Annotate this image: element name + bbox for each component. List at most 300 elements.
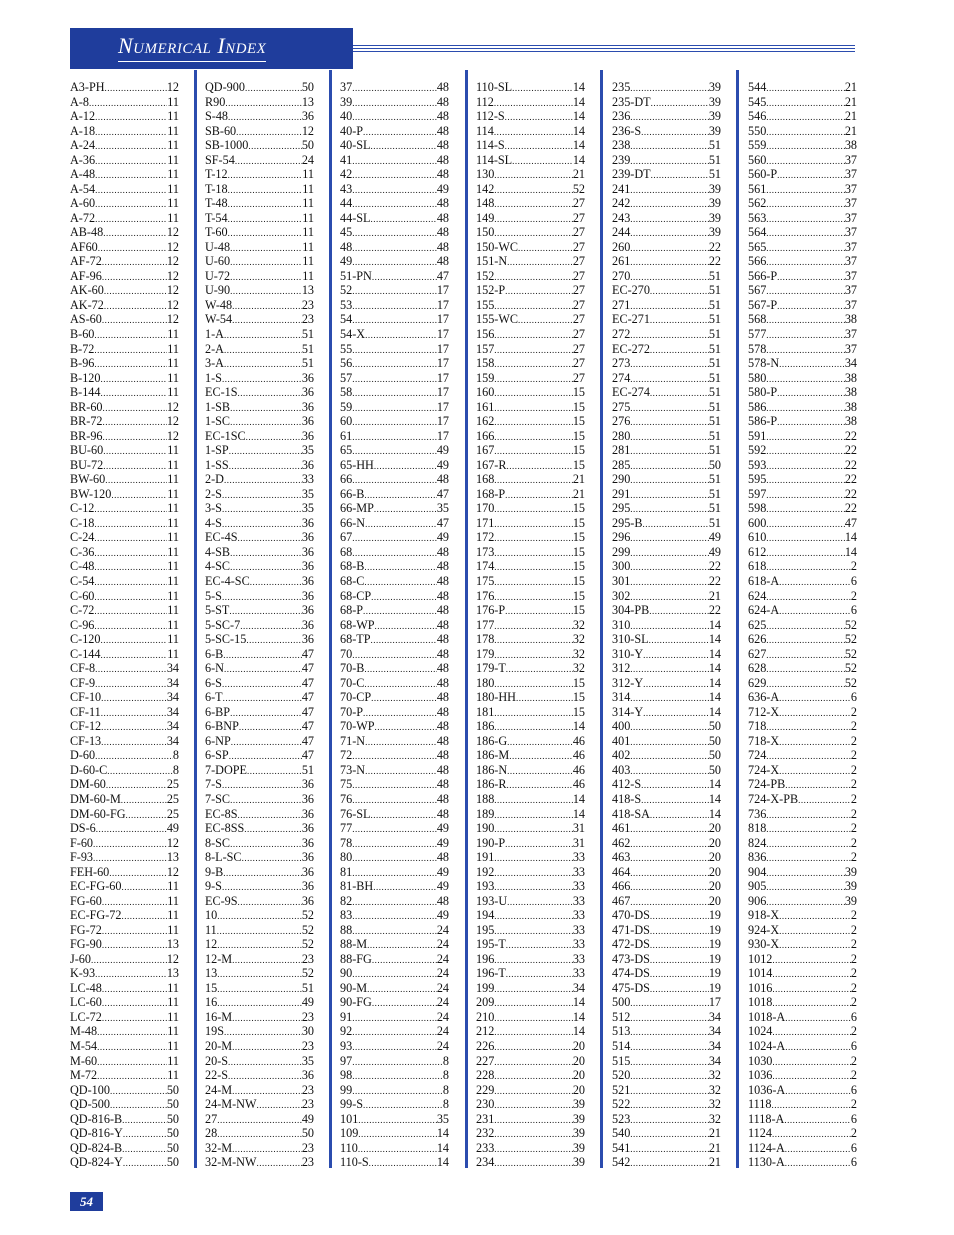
- dot-leader: [494, 182, 573, 196]
- entry-model: 1118-A: [748, 1111, 785, 1126]
- entry-model: EC-8S: [205, 806, 238, 821]
- entry-model: 5-ST: [205, 603, 230, 618]
- entry-page: 50: [301, 138, 314, 153]
- entry-page: 14: [436, 1155, 449, 1170]
- entry-page: 48: [436, 777, 449, 792]
- entry-page: 11: [167, 486, 179, 501]
- index-entry: [340, 153, 449, 167]
- entry-model: 59: [340, 399, 353, 414]
- entry-page: 33: [572, 922, 585, 937]
- entry-page: 22: [708, 574, 721, 589]
- entry-model: 300: [612, 559, 631, 574]
- index-entry: [612, 342, 721, 356]
- entry-model: 824: [748, 835, 767, 850]
- dot-leader: [650, 807, 709, 821]
- entry-model: 228: [476, 1068, 495, 1083]
- entry-page: 2: [850, 1126, 857, 1141]
- entry-model: C-54: [70, 574, 95, 589]
- entry-model: 242: [612, 196, 631, 211]
- entry-page: 11: [167, 574, 179, 589]
- entry-page: 39: [572, 1140, 585, 1155]
- entry-page: 36: [301, 864, 314, 879]
- entry-model: 68-C: [340, 574, 365, 589]
- dot-leader: [494, 356, 573, 370]
- dot-leader: [766, 865, 845, 879]
- dot-leader: [772, 1024, 851, 1038]
- index-entry: [476, 211, 585, 225]
- entry-model: EC-1S: [205, 385, 238, 400]
- index-entry: [748, 705, 857, 719]
- entry-model: 906: [748, 893, 767, 908]
- entry-page: 33: [301, 472, 314, 487]
- entry-model: BW-60: [70, 472, 106, 487]
- entry-page: 11: [167, 632, 179, 647]
- entry-page: 47: [301, 733, 314, 748]
- dot-leader: [352, 240, 437, 254]
- index-entry: [476, 95, 585, 109]
- dot-leader: [110, 1097, 167, 1111]
- entry-model: 12: [205, 937, 218, 952]
- index-entry: [70, 705, 179, 719]
- entry-page: 34: [708, 1009, 721, 1024]
- entry-model: 467: [612, 893, 631, 908]
- entry-model: 541: [612, 1140, 631, 1155]
- dot-leader: [494, 908, 573, 922]
- entry-page: 48: [436, 719, 449, 734]
- entry-page: 51: [708, 472, 721, 487]
- dot-leader: [103, 414, 167, 428]
- dot-leader: [352, 356, 437, 370]
- dot-leader: [103, 443, 167, 457]
- entry-page: 11: [167, 544, 179, 559]
- dot-leader: [230, 240, 302, 254]
- entry-model: EC-1SC: [205, 428, 246, 443]
- entry-page: 36: [301, 1068, 314, 1083]
- entry-page: 50: [708, 748, 721, 763]
- entry-page: 11: [167, 167, 179, 182]
- dot-leader: [95, 211, 167, 225]
- dot-leader: [494, 516, 573, 530]
- dot-leader: [111, 487, 167, 501]
- entry-page: 12: [166, 414, 179, 429]
- index-entry: [476, 138, 585, 152]
- index-entry: [70, 603, 179, 617]
- dot-leader: [371, 690, 437, 704]
- entry-page: 38: [844, 414, 857, 429]
- dot-leader: [364, 676, 436, 690]
- index-entry: [612, 1126, 721, 1140]
- entry-model: 190: [476, 821, 495, 836]
- index-entry: [748, 429, 857, 443]
- dot-leader: [494, 400, 573, 414]
- index-entry: [612, 400, 721, 414]
- index-entry: [476, 1024, 585, 1038]
- entry-page: 33: [572, 893, 585, 908]
- entry-model: 1030: [748, 1053, 773, 1068]
- index-entry: [476, 356, 585, 370]
- index-entry: [476, 182, 585, 196]
- entry-model: 27: [205, 1111, 218, 1126]
- index-entry: [205, 371, 314, 385]
- entry-model: 628: [748, 661, 767, 676]
- entry-page: 23: [301, 951, 314, 966]
- entry-page: 27: [572, 268, 585, 283]
- entry-model: 514: [612, 1038, 631, 1053]
- entry-page: 36: [301, 399, 314, 414]
- index-entry: [205, 1141, 314, 1155]
- index-entry: [205, 1083, 314, 1097]
- entry-model: 470-DS: [612, 908, 650, 923]
- entry-page: 12: [166, 297, 179, 312]
- index-entry: [612, 1068, 721, 1082]
- entry-page: 51: [301, 356, 314, 371]
- entry-page: 22: [844, 443, 857, 458]
- entry-model: R90: [205, 94, 226, 109]
- entry-model: 598: [748, 501, 767, 516]
- index-entry: [70, 167, 179, 181]
- entry-page: 34: [572, 980, 585, 995]
- entry-model: 418-S: [612, 791, 642, 806]
- entry-page: 36: [301, 109, 314, 124]
- index-entry: [70, 792, 179, 806]
- dot-leader: [100, 371, 167, 385]
- entry-page: 14: [572, 995, 585, 1010]
- dot-leader: [236, 124, 302, 138]
- dot-leader: [630, 1010, 709, 1024]
- index-entry: [340, 443, 449, 457]
- entry-model: 563: [748, 210, 767, 225]
- entry-page: 27: [572, 312, 585, 327]
- entry-model: 578: [748, 341, 767, 356]
- dot-leader: [231, 734, 302, 748]
- entry-model: 192: [476, 864, 495, 879]
- dot-leader: [649, 603, 709, 617]
- entry-page: 15: [572, 603, 585, 618]
- entry-page: 19: [708, 951, 721, 966]
- dot-leader: [494, 676, 573, 690]
- entry-page: 15: [572, 443, 585, 458]
- entry-page: 50: [166, 1140, 179, 1155]
- index-entry: [340, 516, 449, 530]
- entry-page: 48: [436, 588, 449, 603]
- entry-model: 625: [748, 617, 767, 632]
- entry-page: 24: [436, 1024, 449, 1039]
- dot-leader: [512, 153, 573, 167]
- index-entry: [205, 196, 314, 210]
- index-entry: [476, 283, 585, 297]
- dot-leader: [494, 298, 573, 312]
- entry-page: 37: [844, 283, 857, 298]
- dot-leader: [766, 153, 845, 167]
- entry-model: 152-P: [476, 283, 506, 298]
- dot-leader: [103, 429, 167, 443]
- entry-model: 179-T: [476, 661, 506, 676]
- dot-leader: [505, 836, 573, 850]
- entry-model: 212: [476, 1024, 495, 1039]
- dot-leader: [494, 618, 573, 632]
- dot-leader: [766, 182, 845, 196]
- entry-model: 68-P: [340, 603, 364, 618]
- dot-leader: [507, 254, 573, 268]
- entry-model: 93: [340, 1038, 353, 1053]
- dot-leader: [101, 705, 167, 719]
- entry-page: 51: [708, 138, 721, 153]
- entry-model: 83: [340, 908, 353, 923]
- dot-leader: [630, 879, 709, 893]
- dot-leader: [229, 443, 302, 457]
- entry-model: 904: [748, 864, 767, 879]
- index-entry: [70, 124, 179, 138]
- dot-leader: [352, 836, 437, 850]
- dot-leader: [97, 1039, 167, 1053]
- index-entry: [612, 545, 721, 559]
- index-entry: [205, 777, 314, 791]
- dot-leader: [352, 1024, 437, 1038]
- entry-model: 314-Y: [612, 704, 644, 719]
- entry-model: AF60: [70, 239, 98, 254]
- entry-model: 70-P: [340, 704, 364, 719]
- dot-leader: [122, 1141, 167, 1155]
- dot-leader: [352, 80, 437, 94]
- entry-model: 159: [476, 370, 495, 385]
- entry-page: 39: [708, 94, 721, 109]
- entry-page: 36: [301, 632, 314, 647]
- entry-model: F-60: [70, 835, 94, 850]
- entry-model: 905: [748, 879, 767, 894]
- index-entry: [70, 559, 179, 573]
- entry-model: 718-X: [748, 733, 780, 748]
- entry-model: 66-MP: [340, 501, 374, 516]
- index-entry: [340, 254, 449, 268]
- entry-model: 186-M: [476, 748, 510, 763]
- entry-model: 16: [205, 995, 218, 1010]
- index-entry: [205, 894, 314, 908]
- dot-leader: [766, 807, 851, 821]
- index-entry: [340, 196, 449, 210]
- entry-page: 34: [166, 675, 179, 690]
- entry-page: 33: [572, 908, 585, 923]
- index-entry: [748, 908, 857, 922]
- dot-leader: [766, 254, 845, 268]
- entry-model: 180: [476, 675, 495, 690]
- entry-page: 52: [844, 646, 857, 661]
- entry-page: 11: [167, 356, 179, 371]
- index-entry: [205, 312, 314, 326]
- entry-model: 229: [476, 1082, 495, 1097]
- dot-leader: [518, 312, 573, 326]
- dot-leader: [94, 574, 167, 588]
- entry-model: 99: [340, 1082, 353, 1097]
- entry-model: QD-900: [205, 80, 245, 94]
- dot-leader: [630, 1126, 709, 1140]
- entry-page: 21: [708, 1155, 721, 1170]
- dot-leader: [222, 487, 302, 501]
- dot-leader: [641, 792, 709, 806]
- index-entry: [476, 458, 585, 472]
- index-entry: [70, 530, 179, 544]
- entry-model: 520: [612, 1068, 631, 1083]
- index-entry: [70, 356, 179, 370]
- index-entry: [476, 603, 585, 617]
- dot-leader: [94, 516, 167, 530]
- entry-model: 54: [340, 312, 353, 327]
- entry-page: 47: [301, 661, 314, 676]
- dot-leader: [222, 371, 302, 385]
- dot-leader: [230, 400, 302, 414]
- dot-leader: [225, 95, 301, 109]
- entry-model: 32-M-NW: [205, 1155, 257, 1170]
- entry-model: 463: [612, 850, 631, 865]
- dot-leader: [494, 211, 573, 225]
- dot-leader: [777, 385, 845, 399]
- index-entry: [205, 705, 314, 719]
- entry-page: 15: [572, 428, 585, 443]
- dot-leader: [102, 254, 167, 268]
- entry-page: 17: [436, 283, 449, 298]
- index-entry: [612, 923, 721, 937]
- dot-leader: [364, 661, 436, 675]
- dot-leader: [217, 995, 302, 1009]
- dot-leader: [494, 719, 573, 733]
- index-entry: [612, 676, 721, 690]
- index-entry: [205, 981, 314, 995]
- index-entry: [476, 298, 585, 312]
- entry-model: 610: [748, 530, 767, 545]
- index-entry: [476, 937, 585, 951]
- index-entry: [340, 138, 449, 152]
- index-entry: [748, 516, 857, 530]
- index-entry: [70, 894, 179, 908]
- entry-model: 193: [476, 879, 495, 894]
- dot-leader: [494, 1024, 573, 1038]
- entry-page: 17: [436, 297, 449, 312]
- entry-page: 14: [572, 719, 585, 734]
- entry-page: 51: [708, 443, 721, 458]
- entry-page: 48: [436, 559, 449, 574]
- entry-page: 37: [844, 341, 857, 356]
- index-entry: [205, 124, 314, 138]
- dot-leader: [766, 371, 845, 385]
- index-entry: [70, 850, 179, 864]
- entry-model: 227: [476, 1053, 495, 1068]
- dot-leader: [370, 138, 436, 152]
- index-entry: [205, 356, 314, 370]
- dot-leader: [766, 196, 845, 210]
- entry-page: 27: [572, 239, 585, 254]
- index-entry: [70, 298, 179, 312]
- dot-leader: [352, 647, 437, 661]
- dot-leader: [228, 109, 302, 123]
- entry-model: 186-R: [476, 777, 507, 792]
- entry-page: 37: [844, 196, 857, 211]
- entry-page: 51: [301, 341, 314, 356]
- dot-leader: [374, 501, 437, 515]
- entry-model: 1014: [748, 966, 773, 981]
- entry-model: K-93: [70, 966, 96, 981]
- dot-leader: [630, 254, 709, 268]
- index-entry: [612, 269, 721, 283]
- entry-model: 314: [612, 690, 631, 705]
- index-entry: [340, 1141, 449, 1155]
- index-entry: [476, 676, 585, 690]
- dot-leader: [363, 1097, 443, 1111]
- entry-page: 12: [166, 239, 179, 254]
- index-entry: [612, 981, 721, 995]
- entry-page: 24: [436, 951, 449, 966]
- dot-leader: [630, 138, 709, 152]
- entry-page: 11: [302, 196, 314, 211]
- index-entry: [612, 283, 721, 297]
- index-entry: [70, 458, 179, 472]
- dot-leader: [222, 516, 302, 530]
- entry-model: 76-SL: [340, 806, 371, 821]
- index-entry: [748, 153, 857, 167]
- entry-page: 48: [436, 138, 449, 153]
- index-entry: [748, 618, 857, 632]
- entry-model: 162: [476, 414, 495, 429]
- entry-model: 196: [476, 951, 495, 966]
- entry-model: 8-L-SC: [205, 850, 242, 865]
- dot-leader: [772, 966, 851, 980]
- index-entry: [340, 1039, 449, 1053]
- entry-page: 13: [166, 966, 179, 981]
- entry-model: 624-A: [748, 603, 780, 618]
- entry-model: 70-WP: [340, 719, 375, 734]
- entry-model: 210: [476, 1009, 495, 1024]
- index-entry: [476, 400, 585, 414]
- index-entry: [748, 763, 857, 777]
- index-entry: [340, 966, 449, 980]
- index-entry: [476, 167, 585, 181]
- index-entry: [70, 225, 179, 239]
- entry-page: 48: [436, 704, 449, 719]
- index-entry: [205, 734, 314, 748]
- dot-leader: [94, 603, 167, 617]
- entry-page: 15: [572, 574, 585, 589]
- entry-model: 273: [612, 356, 631, 371]
- index-entry: [476, 807, 585, 821]
- entry-page: 39: [844, 864, 857, 879]
- index-entry: [70, 966, 179, 980]
- entry-model: 70-CP: [340, 690, 372, 705]
- entry-model: 578-N: [748, 356, 780, 371]
- dot-leader: [352, 545, 437, 559]
- entry-page: 39: [708, 210, 721, 225]
- page-title: Numerical Index: [118, 33, 266, 62]
- entry-model: 114-S: [476, 138, 505, 153]
- entry-page: 51: [301, 327, 314, 341]
- entry-model: C-60: [70, 588, 95, 603]
- entry-page: 14: [572, 152, 585, 167]
- entry-page: 23: [301, 1140, 314, 1155]
- index-entry: [70, 632, 179, 646]
- entry-page: 36: [301, 370, 314, 385]
- index-entry: [340, 414, 449, 428]
- index-entry: [476, 1054, 585, 1068]
- entry-model: D-60: [70, 748, 96, 763]
- entry-page: 27: [572, 356, 585, 371]
- dot-leader: [230, 836, 302, 850]
- dot-leader: [766, 821, 851, 835]
- dot-leader: [650, 937, 709, 951]
- entry-model: 566-P: [748, 268, 778, 283]
- entry-model: 275: [612, 399, 631, 414]
- entry-model: 37: [340, 80, 353, 94]
- entry-model: 44: [340, 196, 353, 211]
- entry-model: 4-S: [205, 515, 222, 530]
- index-entry: [70, 937, 179, 951]
- index-entry: [70, 443, 179, 457]
